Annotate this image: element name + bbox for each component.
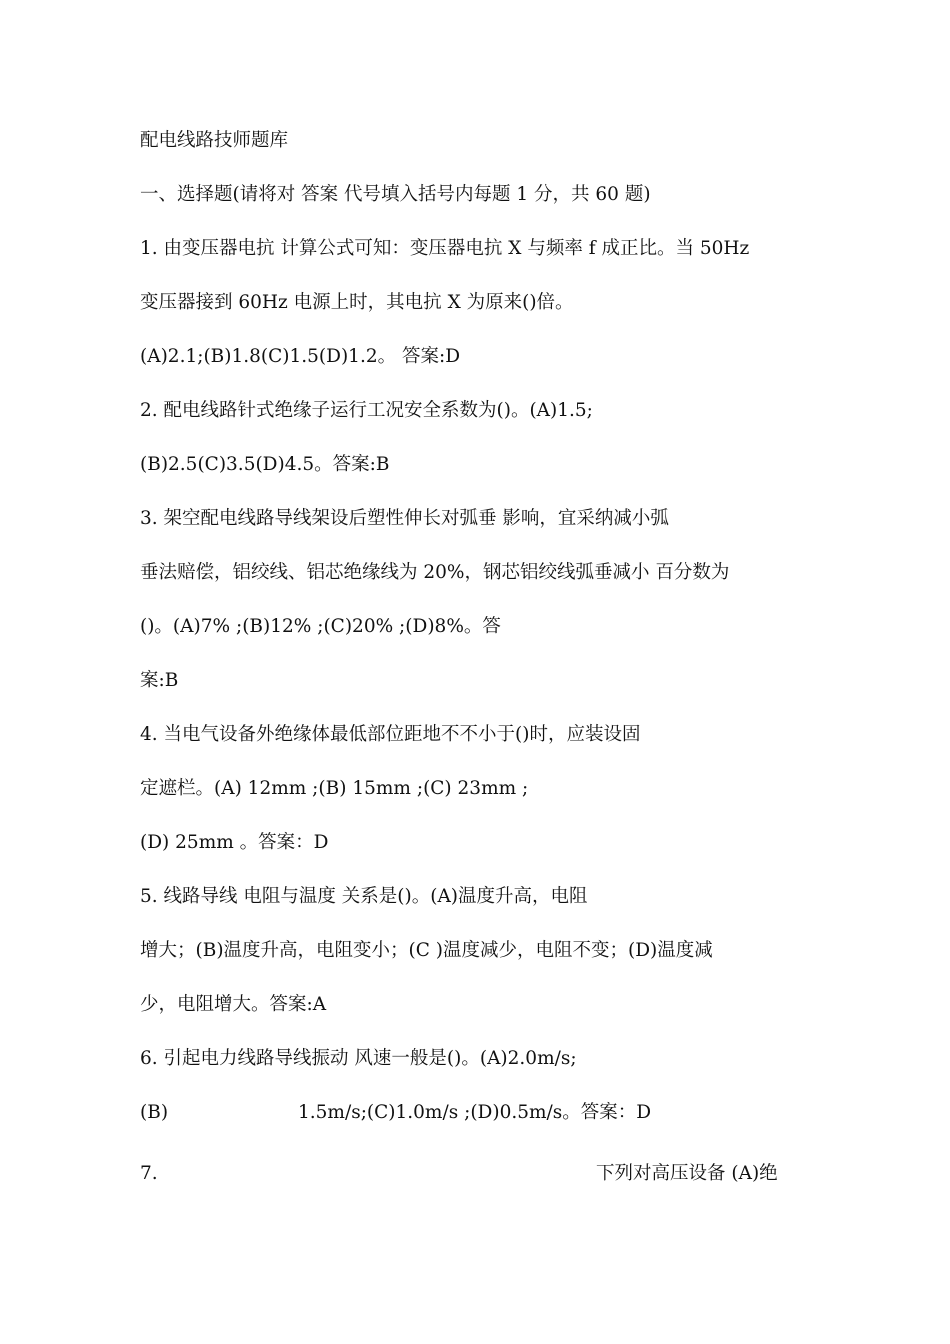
text-segment-left: 7. bbox=[140, 1163, 158, 1184]
text-line: 变压器接到 60Hz 电源上时，其电抗 X 为原来()倍。 bbox=[140, 292, 574, 313]
text-line: (A)2.1;(B)1.8(C)1.5(D)1.2。 答案:D bbox=[140, 346, 461, 367]
text-line: 4. 当电气设备外绝缘体最低部位距地不不小于()时，应装设固 bbox=[140, 724, 641, 745]
text-line: ()。(A)7% ;(B)12% ;(C)20% ;(D)8%。答 bbox=[140, 616, 501, 637]
text-line: 定遮栏。(A) 12mm ;(B) 15mm ;(C) 23mm ; bbox=[140, 778, 529, 799]
text-line: 2. 配电线路针式绝缘子运行工况安全系数为()。(A)1.5; bbox=[140, 400, 593, 421]
text-line: 垂法赔偿，铝绞线、铝芯绝缘线为 20%，钢芯铝绞线弧垂减小 百分数为 bbox=[140, 562, 730, 583]
text-line: 3. 架空配电线路导线架设后塑性伸长对弧垂 影响，宜采纳减小弧 bbox=[140, 508, 669, 529]
text-line: 增大；(B)温度升高，电阻变小；(C )温度减少，电阻不变；(D)温度减 bbox=[140, 940, 713, 961]
section-heading: 一、选择题(请将对 答案 代号填入括号内每题 1 分，共 60 题) bbox=[140, 184, 651, 205]
text-line-split bbox=[140, 1161, 830, 1265]
text-line: 6. 引起电力线路导线振动 风速一般是()。(A)2.0m/s; bbox=[140, 1048, 577, 1069]
text-segment-right: 下列对高压设备 (A)绝 bbox=[596, 1163, 778, 1184]
text-line: 案:B bbox=[140, 670, 179, 691]
text-line: 1. 由变压器电抗 计算公式可知：变压器电抗 X 与频率 f 成正比。当 50Hz bbox=[140, 238, 750, 259]
text-line: 少，电阻增大。答案:A bbox=[140, 994, 327, 1015]
text-line: (B)2.5(C)3.5(D)4.5。答案:B bbox=[140, 454, 390, 475]
text-line: 5. 线路导线 电阻与温度 关系是()。(A)温度升高，电阻 bbox=[140, 886, 588, 907]
text-line: (D) 25mm 。答案：D bbox=[140, 832, 329, 853]
text-segment-right: 1.5m/s;(C)1.0m/s ;(D)0.5m/s。答案：D bbox=[298, 1102, 652, 1123]
text-segment-left: (B) bbox=[140, 1102, 169, 1123]
doc-title: 配电线路技师题库 bbox=[140, 130, 289, 151]
